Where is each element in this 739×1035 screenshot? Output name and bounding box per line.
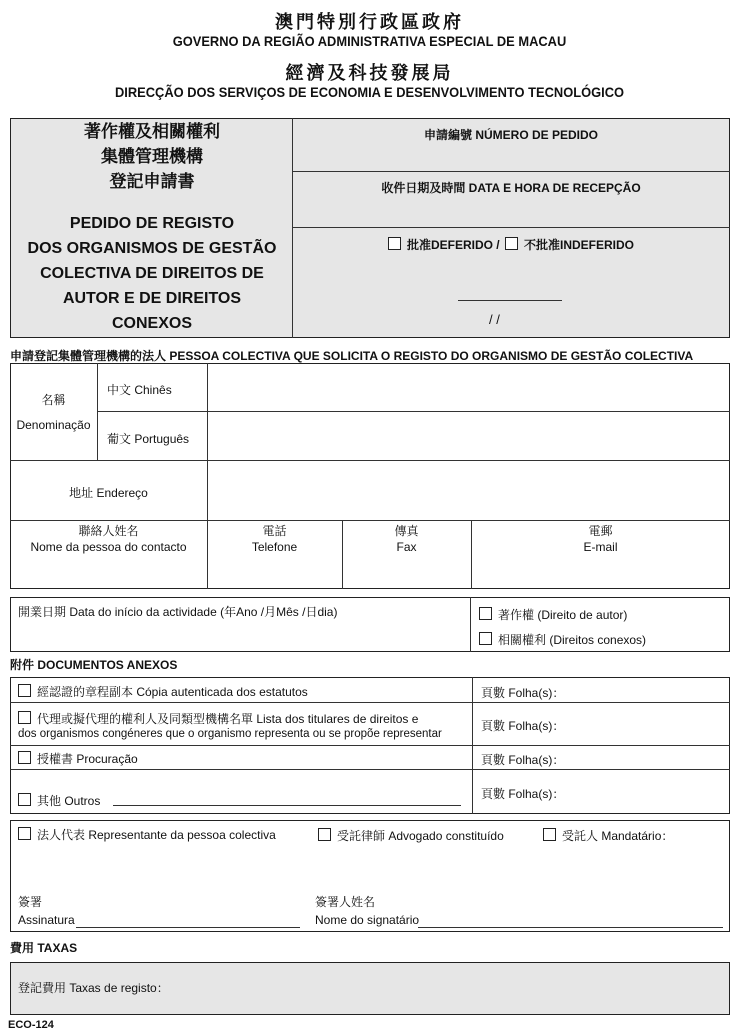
form-title-cn-3: 登記申請書 bbox=[109, 172, 195, 191]
form-title-cn-1: 著作權及相關權利 bbox=[84, 122, 220, 141]
form-title-pt-4: AUTOR E DE DIREITOS bbox=[62, 290, 242, 307]
document-3-label: 授權書 Procuração bbox=[37, 752, 138, 766]
agent-option[interactable] bbox=[543, 827, 673, 844]
document-item-2[interactable] bbox=[18, 710, 418, 727]
legal-rep-checkbox[interactable] bbox=[18, 827, 31, 840]
phone-label-cn: 電話 bbox=[262, 524, 287, 538]
government-name-portuguese: GOVERNO DA REGIÃO ADMINISTRATIVA ESPECIAL DE MACAU bbox=[172, 33, 567, 49]
signature-label-pt: Assinatura bbox=[18, 913, 75, 927]
rejected-checkbox[interactable] bbox=[505, 237, 518, 250]
document-item-3[interactable] bbox=[18, 750, 138, 767]
fax-label-pt: Fax bbox=[396, 540, 417, 554]
pages-label-2: 頁數 Folha(s)： bbox=[481, 719, 565, 733]
contact-label-cn: 聯絡人姓名 bbox=[78, 524, 139, 538]
signature-label-cn: 簽署 bbox=[18, 895, 43, 909]
contact-label-pt: Nome da pessoa do contacto bbox=[30, 540, 187, 554]
fees-section-title: 費用 TAXAS bbox=[10, 941, 78, 955]
document-4-checkbox[interactable] bbox=[18, 793, 31, 806]
form-code: ECO-124 bbox=[8, 1019, 54, 1031]
signer-name-line[interactable] bbox=[418, 927, 723, 928]
document-2-checkbox[interactable] bbox=[18, 711, 31, 724]
lawyer-label: 受託律師 Advogado constituído bbox=[337, 829, 504, 843]
related-rights-label: 相關權利 (Direitos conexos) bbox=[498, 633, 647, 647]
reception-date-label: 收件日期及時間 DATA E HORA DE RECEPÇÃO bbox=[381, 181, 641, 195]
address-label: 地址 Endereço bbox=[69, 486, 148, 500]
form-title-pt-1: PEDIDO DE REGISTO bbox=[69, 215, 235, 232]
rejected-label: 不批准INDEFERIDO bbox=[524, 238, 635, 252]
address-field[interactable] bbox=[209, 462, 728, 519]
email-label-cn: 電郵 bbox=[588, 524, 613, 538]
name-label-pt: Denominação bbox=[16, 418, 91, 432]
document-item-4[interactable] bbox=[18, 792, 100, 809]
document-3-checkbox[interactable] bbox=[18, 751, 31, 764]
agent-checkbox[interactable] bbox=[543, 828, 556, 841]
document-2-label-line2: dos organismos congéneres que o organismo representa ou se propõe representar bbox=[18, 728, 442, 740]
approved-checkbox[interactable] bbox=[388, 237, 401, 250]
registration-fee-label: 登記費用 Taxas de registo： bbox=[18, 981, 169, 995]
document-item-1[interactable] bbox=[18, 683, 308, 700]
lawyer-option[interactable] bbox=[318, 827, 504, 844]
copyright-label: 著作權 (Direito de autor) bbox=[498, 608, 628, 622]
department-name-portuguese: DIRECÇÃO DOS SERVIÇOS DE ECONOMIA E DESENVOLVIMENTO TECNOLÓGICO bbox=[114, 84, 625, 100]
portuguese-name-label: 葡文 Português bbox=[107, 432, 190, 446]
form-title-pt-3: COLECTIVA DE DIREITOS DE bbox=[40, 265, 264, 282]
other-document-line[interactable] bbox=[113, 805, 461, 806]
chinese-name-field[interactable] bbox=[209, 365, 728, 410]
activity-start-label: 開業日期 Data do início da actividade (年Ano /月Mês /日dia) bbox=[18, 605, 338, 619]
chinese-name-label: 中文 Chinês bbox=[107, 383, 172, 397]
applicant-section-title: 申請登記集體管理機構的法人 PESSOA COLECTIVA QUE SOLICITA O REGISTO DO ORGANISMO DE GESTÃO COLECTIVA bbox=[10, 349, 694, 363]
copyright-option[interactable] bbox=[479, 606, 627, 623]
request-number-label: 申請編號 NÚMERO DE PEDIDO bbox=[423, 128, 598, 142]
related-rights-option[interactable] bbox=[479, 631, 646, 648]
agent-label: 受託人 Mandatário： bbox=[562, 829, 674, 843]
form-title-pt-5: CONEXOS bbox=[111, 315, 192, 332]
document-2-label: 代理或擬代理的權利人及同類型機構名單 Lista dos titulares de direitos e bbox=[37, 712, 419, 726]
approved-label: 批准DEFERIDO / bbox=[406, 238, 500, 252]
fax-label-cn: 傳真 bbox=[394, 524, 419, 538]
decision-row bbox=[292, 236, 730, 253]
lawyer-checkbox[interactable] bbox=[318, 828, 331, 841]
document-1-label: 經認證的章程副本 Cópia autenticada dos estatutos bbox=[37, 685, 308, 699]
signer-name-label-cn: 簽署人姓名 bbox=[315, 895, 376, 909]
pages-label-4: 頁數 Folha(s)： bbox=[481, 787, 565, 801]
related-rights-checkbox[interactable] bbox=[479, 632, 492, 645]
pages-label-1: 頁數 Folha(s)： bbox=[481, 686, 565, 700]
department-name-chinese: 經濟及科技發展局 bbox=[285, 63, 454, 83]
government-name-chinese: 澳門特別行政區政府 bbox=[275, 12, 464, 32]
copyright-checkbox[interactable] bbox=[479, 607, 492, 620]
decision-date-slashes: / / bbox=[489, 312, 500, 327]
form-title-cn-2: 集體管理機構 bbox=[101, 147, 203, 166]
name-label-cn: 名稱 bbox=[41, 393, 66, 407]
pages-label-3: 頁數 Folha(s)： bbox=[481, 753, 565, 767]
email-label-pt: E-mail bbox=[583, 540, 618, 554]
decision-date-line bbox=[458, 300, 562, 301]
documents-section-title: 附件 DOCUMENTOS ANEXOS bbox=[10, 658, 178, 672]
signer-name-label-pt: Nome do signatário bbox=[315, 913, 420, 927]
phone-label-pt: Telefone bbox=[251, 540, 298, 554]
form-title-pt-2: DOS ORGANISMOS DE GESTÃO bbox=[27, 240, 277, 257]
signature-line[interactable] bbox=[76, 927, 300, 928]
document-4-label: 其他 Outros bbox=[37, 794, 101, 808]
legal-rep-label: 法人代表 Representante da pessoa colectiva bbox=[37, 828, 276, 842]
legal-rep-option[interactable] bbox=[18, 826, 276, 843]
portuguese-name-field[interactable] bbox=[209, 413, 728, 459]
document-1-checkbox[interactable] bbox=[18, 684, 31, 697]
